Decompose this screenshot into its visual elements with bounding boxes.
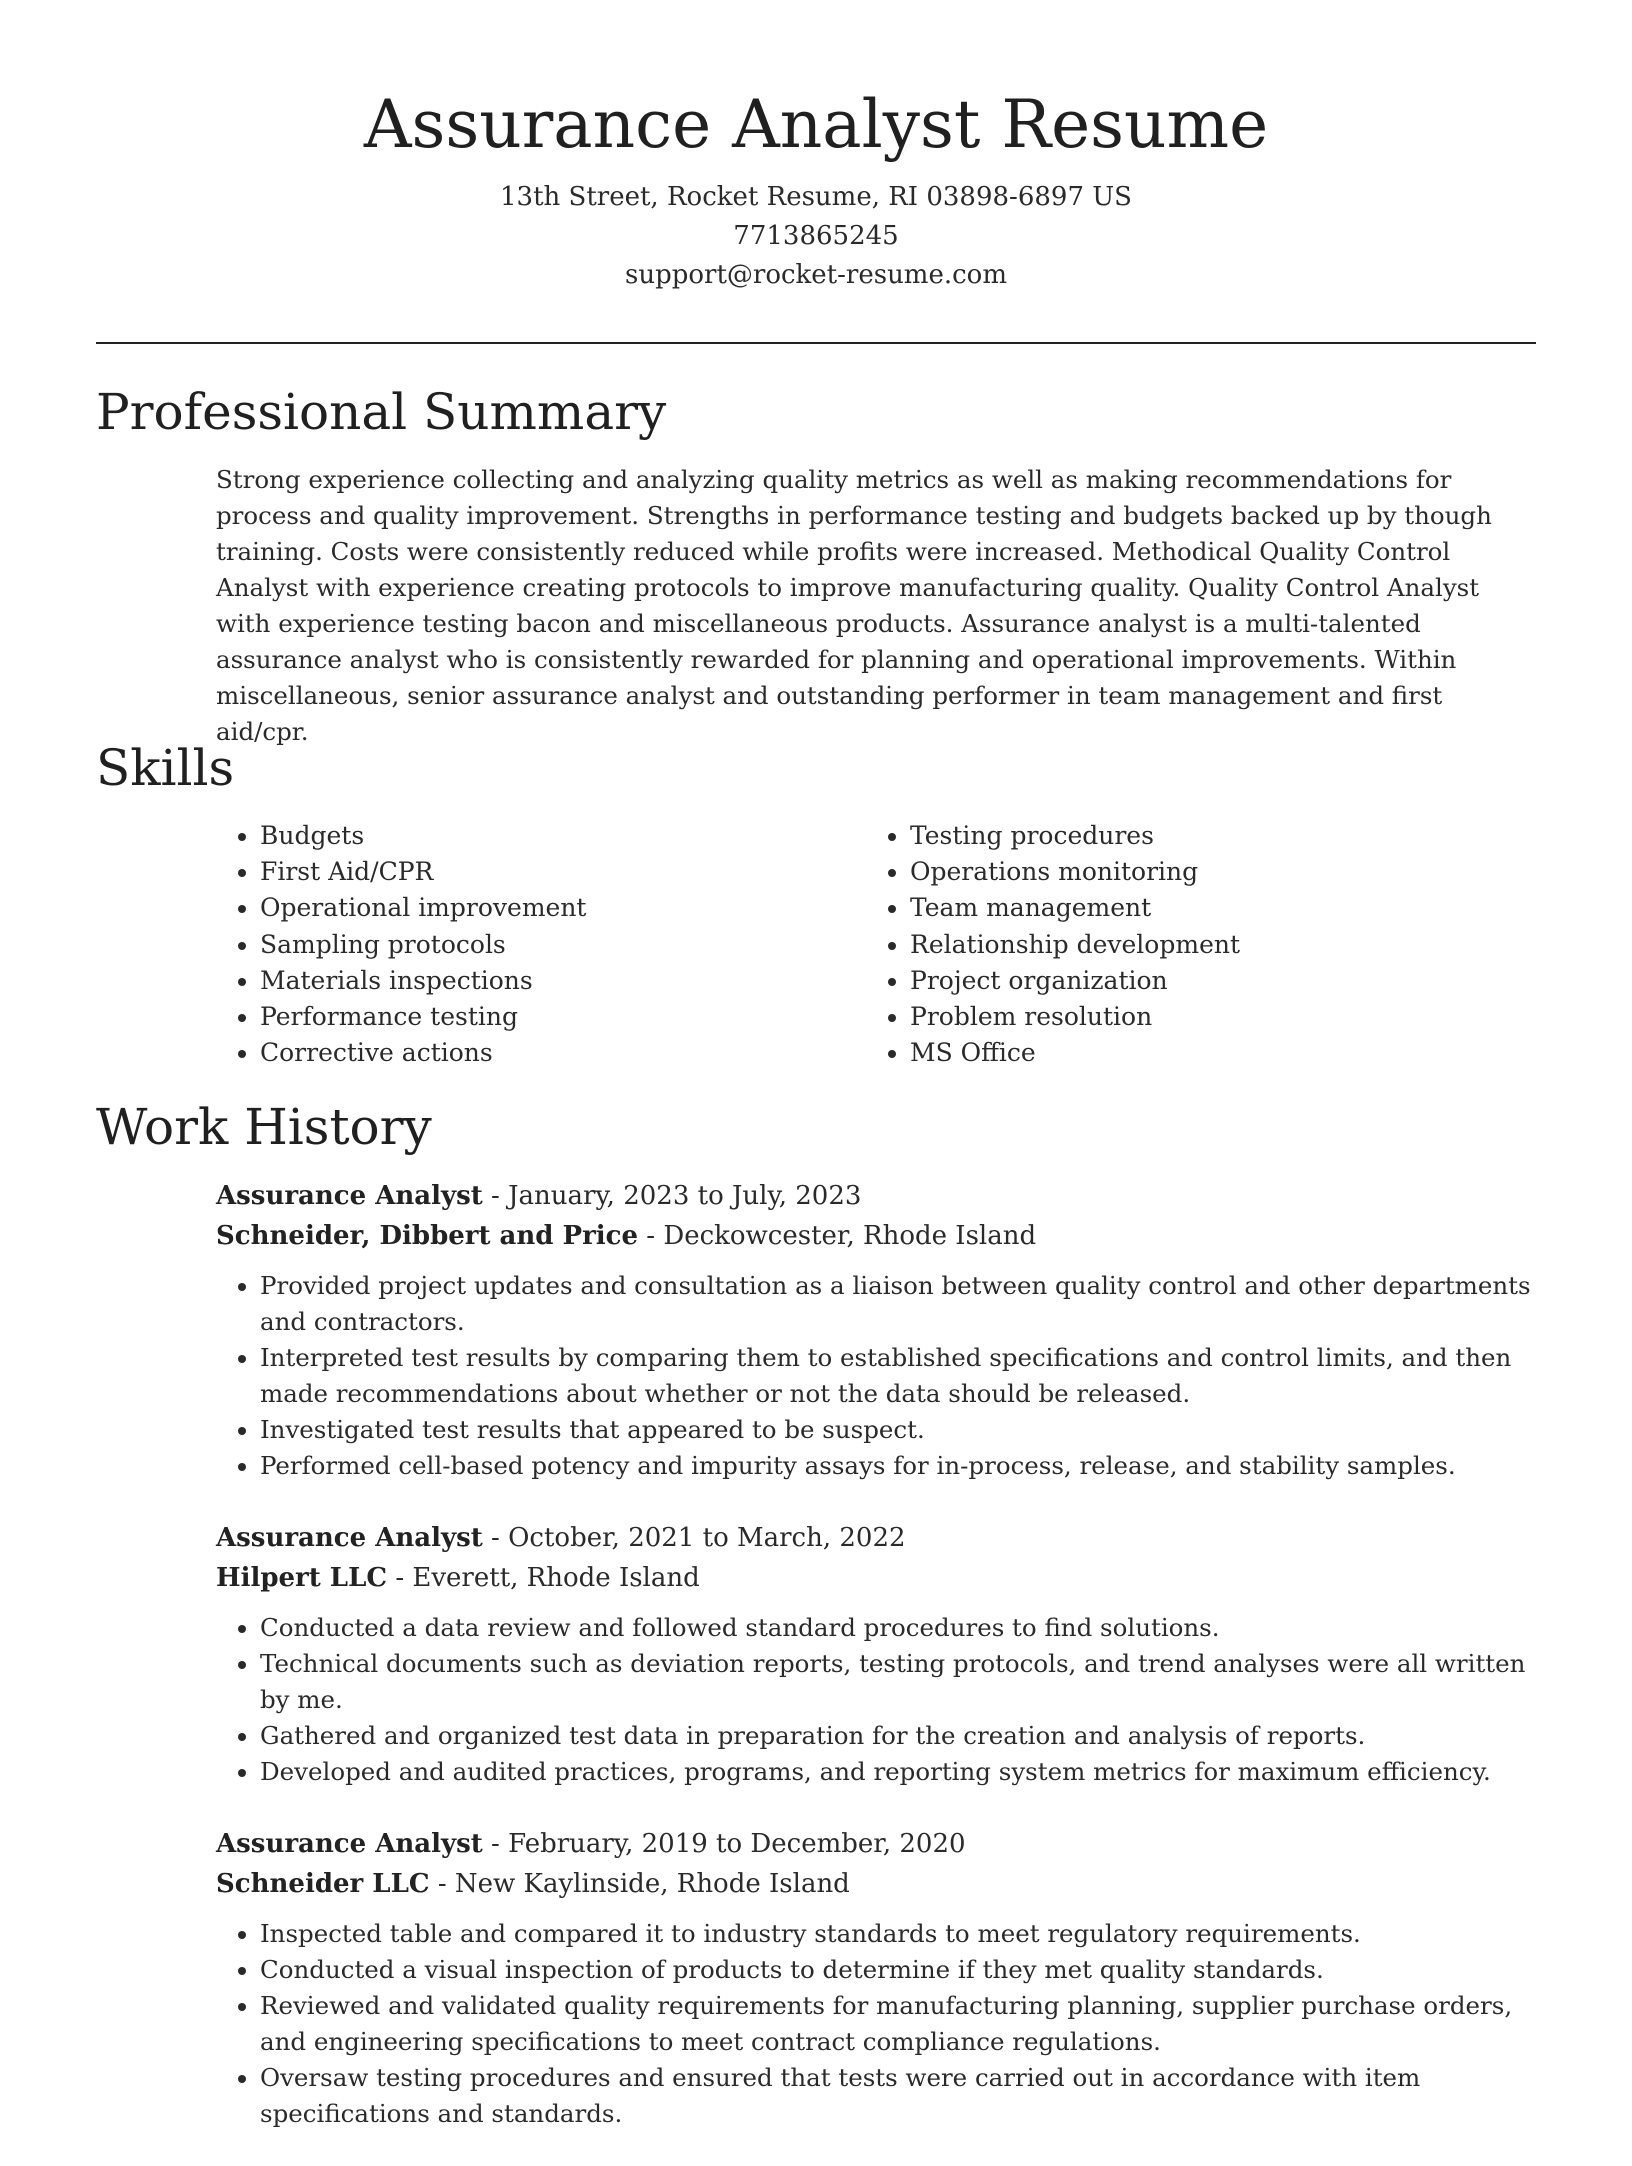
job-location: - Deckowcester, Rhode Island [638, 1221, 1037, 1251]
job-bullet: • Developed and audited practices, programs, and reporting system metrics for maximum efficiency. [260, 1754, 1536, 1790]
job-bullets [216, 1916, 1536, 2132]
job-bullet: • Inspected table and compared it to industry standards to meet regulatory requirements. [260, 1916, 1536, 1952]
address-text: 13th Street, Rocket Resume, RI 03898-6897 US [499, 182, 1132, 212]
page-title: Assurance Analyst Resume [363, 86, 1269, 163]
resume-header [96, 80, 1536, 295]
skill-item: • Operational improvement [260, 890, 866, 926]
job-entry [216, 1824, 1536, 2132]
skill-item: • Testing procedures [910, 818, 1516, 854]
summary-text: Strong experience collecting and analyzing quality metrics as well as making recommendations for process and quality improvement. Strengths in performance testing and budgets backed up by though training. Costs were consistently reduced while profits were increased. Methodical Quality Control Analyst with experience creating protocols to improve manufacturing quality. Quality Control Analyst with experience testing bacon and miscellaneous products. Assurance analyst is a multi-talented assurance analyst who is consistently rewarded for planning and operational improvements. Within miscellaneous, senior assurance analyst and outstanding performer in team management and first aid/cpr. [216, 465, 1492, 746]
job-company: Schneider LLC [216, 1869, 430, 1899]
job-dates: - January, 2023 to July, 2023 [482, 1181, 862, 1211]
job-bullets [216, 1268, 1536, 1484]
job-title: Assurance Analyst [216, 1523, 483, 1553]
job-location: - Everett, Rhode Island [387, 1563, 700, 1593]
contact-info [96, 178, 1536, 295]
job-dates: - October, 2021 to March, 2022 [482, 1523, 906, 1553]
job-bullet: • Interpreted test results by comparing them to established specifications and control limits, and then made recommendations about whether or not the data should be released. [260, 1340, 1536, 1412]
skill-item: • Performance testing [260, 999, 866, 1035]
work-history-heading: Work History [96, 1098, 432, 1156]
job-bullet: • Conducted a visual inspection of products to determine if they met quality standards. [260, 1952, 1536, 1988]
skill-item: • MS Office [910, 1035, 1516, 1071]
skill-item: • Corrective actions [260, 1035, 866, 1071]
skill-item: • Budgets [260, 818, 866, 854]
skill-item: • Team management [910, 890, 1516, 926]
skill-item: • Materials inspections [260, 963, 866, 999]
skill-item: • Relationship development [910, 927, 1516, 963]
skill-item: • First Aid/CPR [260, 854, 866, 890]
skill-item: • Operations monitoring [910, 854, 1516, 890]
job-bullet: • Reviewed and validated quality requirements for manufacturing planning, supplier purchase orders, and engineering specifications to meet contract compliance regulations. [260, 1988, 1536, 2060]
job-title-line [216, 1824, 1536, 1864]
phone-text: 7713865245 [733, 221, 899, 251]
job-entry [216, 1176, 1536, 1484]
job-bullet: • Gathered and organized test data in preparation for the creation and analysis of reports. [260, 1718, 1536, 1754]
job-title: Assurance Analyst [216, 1181, 483, 1211]
job-company-line [216, 1216, 1536, 1256]
job-title-line [216, 1518, 1536, 1558]
job-title-line [216, 1176, 1536, 1216]
summary-heading: Professional Summary [96, 383, 667, 441]
job-title: Assurance Analyst [216, 1829, 483, 1859]
job-bullet: • Conducted a data review and followed standard procedures to find solutions. [260, 1610, 1536, 1646]
skills-column-right [866, 818, 1516, 1071]
skills-column-left [216, 818, 866, 1071]
work-history-list [216, 1176, 1536, 2166]
job-bullet: • Technical documents such as deviation reports, testing protocols, and trend analyses were all written by me. [260, 1646, 1536, 1718]
skill-item: • Project organization [910, 963, 1516, 999]
skills-heading: Skills [96, 739, 235, 797]
email-text: support@rocket-resume.com [624, 260, 1007, 290]
job-company-line [216, 1864, 1536, 1904]
skill-item: • Problem resolution [910, 999, 1516, 1035]
job-bullet: • Performed cell-based potency and impurity assays for in-process, release, and stability samples. [260, 1448, 1536, 1484]
job-bullet: • Provided project updates and consultation as a liaison between quality control and other departments and contractors. [260, 1268, 1536, 1340]
header-divider [96, 342, 1536, 344]
job-company: Hilpert LLC [216, 1563, 388, 1593]
job-dates: - February, 2019 to December, 2020 [482, 1829, 966, 1859]
job-entry [216, 1518, 1536, 1790]
job-company: Schneider, Dibbert and Price [216, 1221, 639, 1251]
job-bullets [216, 1610, 1536, 1790]
job-company-line [216, 1558, 1536, 1598]
skills-list [216, 818, 1536, 1071]
skill-item: • Sampling protocols [260, 927, 866, 963]
job-location: - New Kaylinside, Rhode Island [429, 1869, 850, 1899]
job-bullet: • Investigated test results that appeared to be suspect. [260, 1412, 1536, 1448]
job-bullet: • Oversaw testing procedures and ensured that tests were carried out in accordance with item specifications and standards. [260, 2060, 1536, 2132]
